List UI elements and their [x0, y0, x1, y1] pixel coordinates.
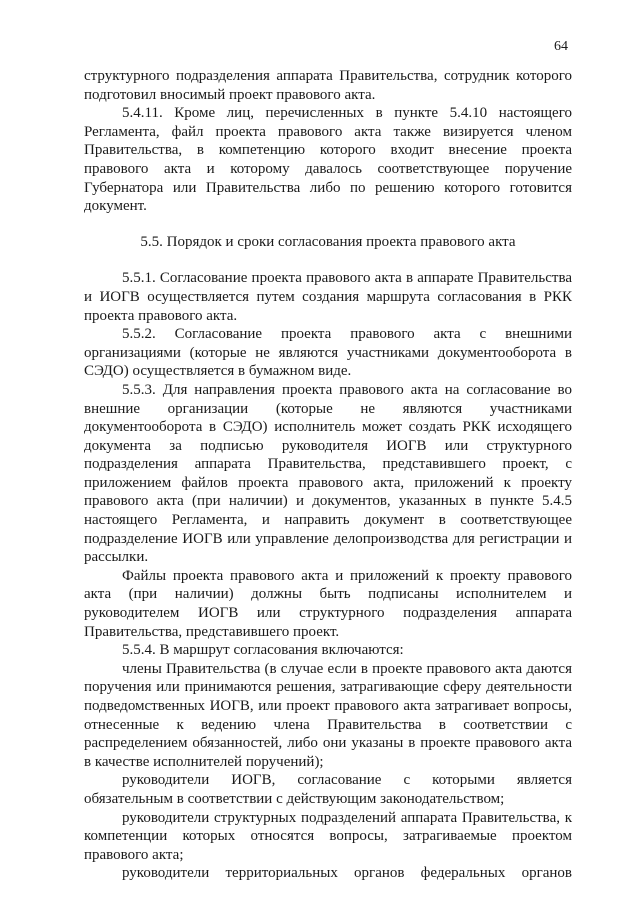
paragraph-5-5-3: 5.5.3. Для направления проекта правового акта на согласование во внешние организации (которые не являются участниками документооборота в СЭДО) исполнитель может создать РКК исходящего документа за подписью руководителя ИОГВ или структурного подразделения аппарата Правительства, представившего проект, с приложением файлов проекта правового акта, приложений к проекту правового акта (при наличии) и документов, указанных в пункте 5.4.5 настоящего Регламента, и направить документ в соответствующее подразделение ИОГВ или управление делопроизводства для регистрации и рассылки. [84, 381, 572, 566]
list-item-government-members: члены Правительства (в случае если в проекте правового акта даются поручения или принимаются решения, затрагивающие сферу деятельности подведомственных ИОГВ, или проект правового акта затрагивает вопросы, отнесенные к ведению члена Правительства в соответствии с распределением обязанностей, либо они указаны в проекте правового акта в качестве исполнителей поручений); [84, 660, 572, 770]
section-heading-5-5: 5.5. Порядок и сроки согласования проекта правового акта [140, 233, 516, 250]
paragraph-5-5-2: 5.5.2. Согласование проекта правового акта с внешними организациями (которые не являются участниками документооборота в СЭДО) осуществляется в бумажном виде. [84, 326, 572, 380]
list-item-iogv-heads: руководители ИОГВ, согласование с которыми является обязательным в соответствии с действующим законодательством; [84, 772, 572, 807]
document-body [84, 67, 572, 883]
paragraph-5-4-11: 5.4.11. Кроме лиц, перечисленных в пункте 5.4.10 настоящего Регламента, файл проекта правового акта также визируется членом Правительства, в компетенцию которого входит внесение проекта правового акта и которому давалось соответствующее поручение Губернатора или Правительства либо по решению которого готовится документ. [84, 105, 572, 215]
paragraph-5-5-1: 5.5.1. Согласование проекта правового акта в аппарате Правительства и ИОГВ осуществляется путем создания маршрута согласования в РКК проекта правового акта. [84, 270, 572, 324]
paragraph-files-signing: Файлы проекта правового акта и приложений к проекту правового акта (при наличии) должны быть подписаны исполнителем и руководителем ИОГВ или структурного подразделения аппарата Правительства, представившего проект. [84, 567, 572, 640]
page-number: 64 [554, 39, 568, 54]
list-item-structural-heads: руководители структурных подразделений аппарата Правительства, к компетенции которых относятся вопросы, затрагиваемые проектом правового акта; [84, 809, 572, 863]
paragraph-5-5-4: 5.5.4. В маршрут согласования включаются: [122, 642, 404, 659]
list-item-territorial-heads: руководители территориальных органов федеральных органов [122, 865, 572, 882]
paragraph-continuation: структурного подразделения аппарата Правительства, сотрудник которого подготовил вносимый проект правового акта. [84, 68, 572, 103]
